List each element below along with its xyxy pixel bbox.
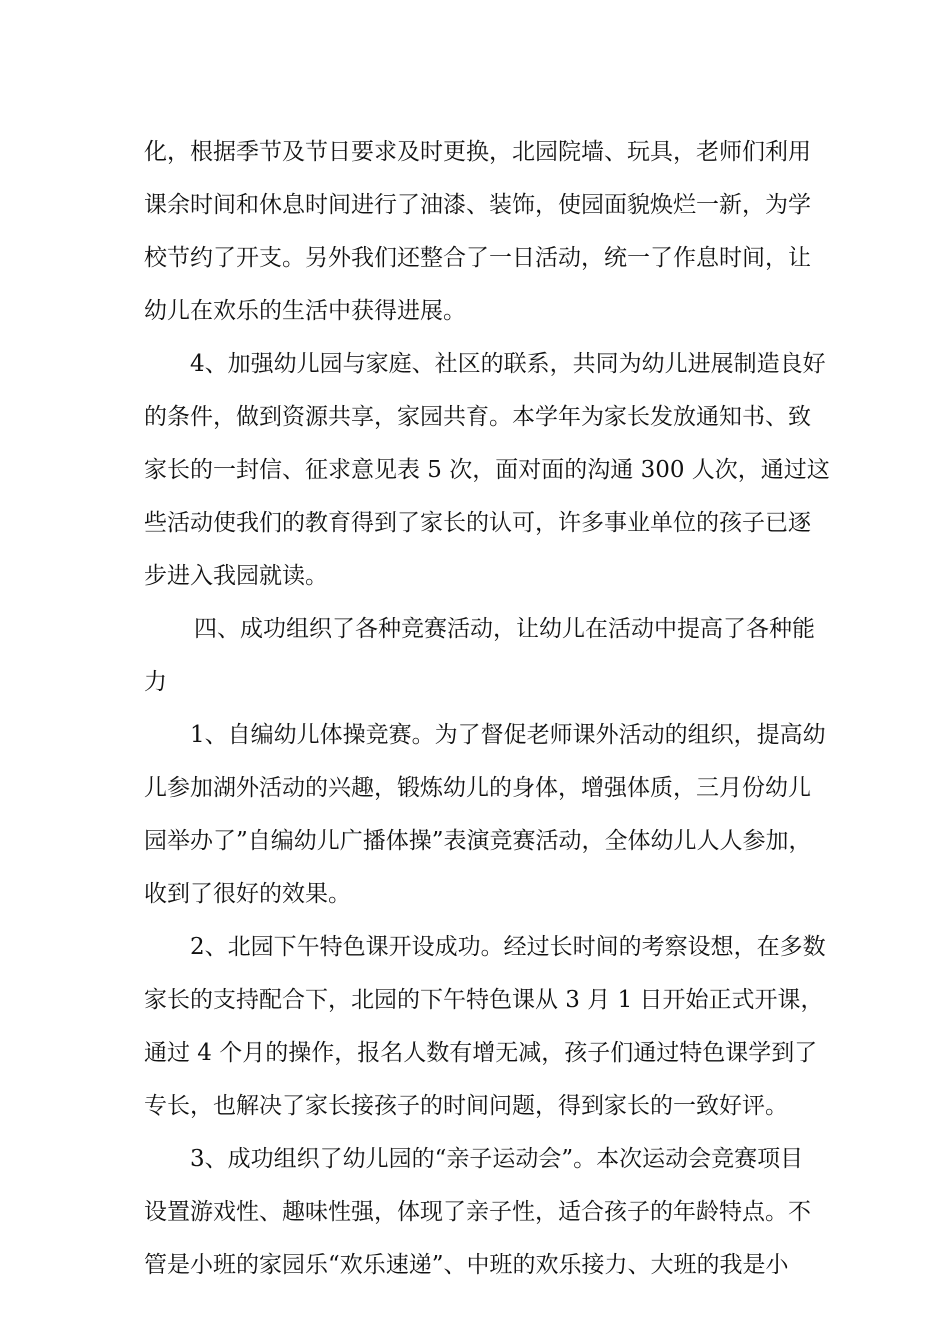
text-line: 园举办了”自编幼儿广播体操”表演竞赛活动，全体幼儿人人参加， xyxy=(144,828,812,854)
text-line: 幼儿在欢乐的生活中获得进展。 xyxy=(144,298,466,324)
text-line: 家长的支持配合下，北园的下午特色课从 3 月 1 日开始正式开课， xyxy=(144,987,824,1013)
text-line: 3、成功组织了幼儿园的“亲子运动会”。本次运动会竞赛项目 xyxy=(190,1146,804,1172)
text-line: 步进入我园就读。 xyxy=(144,563,328,589)
text-line: 通过 4 个月的操作，报名人数有增无减，孩子们通过特色课学到了 xyxy=(144,1040,818,1066)
text-line: 课余时间和休息时间进行了油漆、装饰，使园面貌焕烂一新，为学 xyxy=(144,192,811,218)
text-line: 专长，也解决了家长接孩子的时间问题，得到家长的一致好评。 xyxy=(144,1093,788,1119)
text-line: 力 xyxy=(144,669,167,695)
text-line: 家长的一封信、征求意见表 5 次，面对面的沟通 300 人次，通过这 xyxy=(144,457,830,483)
text-line: 的条件，做到资源共享，家园共育。本学年为家长发放通知书、致 xyxy=(144,404,811,430)
text-line: 些活动使我们的教育得到了家长的认可，许多事业单位的孩子已逐 xyxy=(144,510,811,536)
text-line: 化，根据季节及节日要求及时更换，北园院墙、玩具，老师们利用 xyxy=(144,139,811,165)
text-line: 设置游戏性、趣味性强，体现了亲子性，适合孩子的年龄特点。不 xyxy=(144,1199,811,1225)
text-line: 儿参加湖外活动的兴趣，锻炼幼儿的身体，增强体质，三月份幼儿 xyxy=(144,775,811,801)
text-line: 4、加强幼儿园与家庭、社区的联系，共同为幼儿进展制造良好 xyxy=(190,351,826,377)
text-line: 2、北园下午特色课开设成功。经过长时间的考察设想，在多数 xyxy=(190,934,826,960)
text-line: 收到了很好的效果。 xyxy=(144,881,351,907)
text-line: 1、自编幼儿体操竞赛。为了督促老师课外活动的组织，提高幼 xyxy=(190,722,826,748)
text-line: 管是小班的家园乐“欢乐速递”、中班的欢乐接力、大班的我是小 xyxy=(144,1252,789,1278)
section-heading: 四、成功组织了各种竞赛活动，让幼儿在活动中提高了各种能 xyxy=(194,616,815,642)
document-body xyxy=(144,126,844,1292)
text-line: 校节约了开支。另外我们还整合了一日活动，统一了作息时间，让 xyxy=(144,245,811,271)
